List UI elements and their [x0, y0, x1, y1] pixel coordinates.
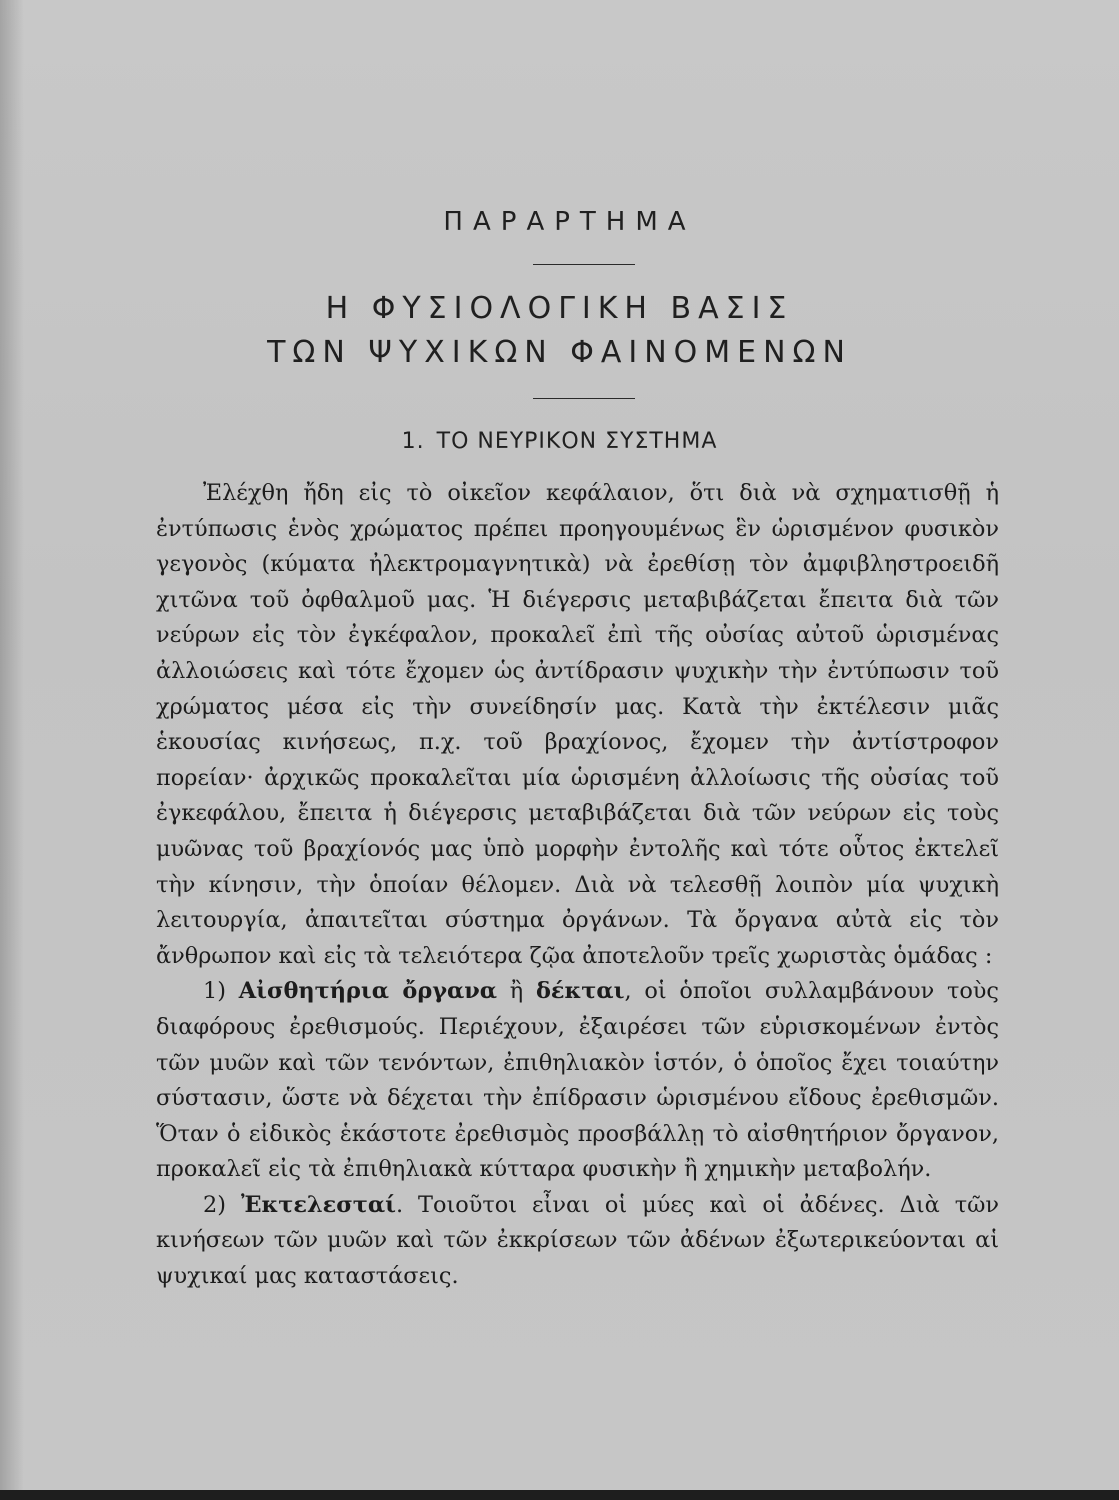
- list-marker-2: 2): [203, 1191, 241, 1218]
- list-marker-1: 1): [203, 978, 239, 1005]
- term-effectors: Ἐκτελεσταί: [240, 1191, 396, 1218]
- page-bottom-edge: [0, 1490, 1119, 1500]
- paragraph-effectors: [156, 1188, 999, 1295]
- chapter-title-line-2: ΤΩΝ ΨΥΧΙΚΩΝ ΦΑΙΝΟΜΕΝΩΝ: [267, 335, 852, 370]
- title-divider: [533, 398, 635, 399]
- effectors-text: . Τοιοῦτοι εἶναι οἱ μύες καὶ οἱ ἀδένες. Διὰ τῶν κινήσεων τῶν μυῶν καὶ τῶν ἐκκρίσεων τῶν ἀδένων ἐξωτερικεύονται αἱ ψυχικαί μας καταστάσεις.: [156, 1191, 999, 1290]
- section-number: 1.: [401, 429, 425, 454]
- term-receptors: δέκται: [535, 978, 625, 1005]
- paragraph-intro: Ἐλέχθη ἤδη εἰς τὸ οἰκεῖον κεφάλαιον, ὅτι διὰ νὰ σχηματισθῇ ἡ ἐντύπωσις ἑνὸς χρώματος πρέπει προηγουμένως ἓν ὡρισμένον φυσικὸν γεγονὸς (κύματα ἠλεκτρομαγνητικὰ) νὰ ἐρεθίσῃ τὸν ἀμφιβληστροειδῆ χιτῶνα τοῦ ὀφθαλμοῦ μας. Ἡ διέγερσις μεταβιβάζεται ἔπειτα διὰ τῶν νεύρων εἰς τὸν ἐγκέφαλον, προκαλεῖ ἐπὶ τῆς οὐσίας αὐτοῦ ὡρισμένας ἀλλοιώσεις καὶ τότε ἔχομεν ὡς ἀντίδρασιν ψυχικὴν τὴν ἐντύπωσιν τοῦ χρώματος μέσα εἰς τὴν συνείδησίν μας. Κατὰ τὴν ἐκτέλεσιν μιᾶς ἑκουσίας κινήσεως, π.χ. τοῦ βραχίονος, ἔχομεν τὴν ἀντίστροφον πορείαν· ἀρχικῶς προκαλεῖται μία ὡρισμένη ἀλλοίωσις τῆς οὐσίας τοῦ ἐγκεφάλου, ἔπειτα ἡ διέγερσις μεταβιβάζεται διὰ τῶν νεύρων εἰς τοὺς μυῶνας τοῦ βραχίονός μας ὑπὸ μορφὴν ἐντολῆς καὶ τότε οὗτος ἐκτελεῖ τὴν κίνησιν, τὴν ὁποίαν θέλομεν. Διὰ νὰ τελεσθῇ λοιπὸν μία ψυχικὴ λειτουργία, ἀπαιτεῖται σύστημα ὀργάνων. Τὰ ὄργανα αὐτὰ εἰς τὸν ἄνθρωπον καὶ εἰς τὰ τελειότερα ζῷα ἀποτελοῦν τρεῖς χωριστὰς ὁμάδας :: [156, 480, 999, 969]
- appendix-heading: ΠΑΡΑΡΤΗΜΑ: [443, 207, 696, 237]
- body-text: [156, 476, 999, 1295]
- heading-divider: [533, 264, 635, 265]
- sense-organs-text: , οἱ ὁποῖοι συλλαμβάνουν τοὺς διαφόρους ἐρεθισμούς. Περιέχουν, ἐξαιρέσει τῶν εὑρισκομένων ἐντὸς τῶν μυῶν καὶ τῶν τενόντων, ἐπιθηλιακὸν ἱστόν, ὁ ὁποῖος ἔχει τοιαύτην σύστασιν, ὥστε νὰ δέχεται τὴν ἐπίδρασιν ὡρισμένου εἴδους ἐρεθισμῶν. Ὅταν ὁ εἰδικὸς ἑκάστοτε ἐρεθισμὸς προσβάλλῃ τὸ αἰσθητήριον ὄργανον, προκαλεῖ εἰς τὰ ἐπιθηλιακὰ κύτταρα φυσικὴν ἢ χημικὴν μεταβολήν.: [156, 978, 999, 1183]
- paragraph-sense-organs: [156, 974, 999, 1188]
- chapter-title-line-1: Η ΦΥΣΙΟΛΟΓΙΚΗ ΒΑΣΙΣ: [325, 291, 794, 326]
- term-connector: ἢ: [497, 978, 536, 1005]
- term-sense-organs: Αἰσθητήρια ὄργανα: [238, 978, 498, 1005]
- section-title: ΤΟ ΝΕΥΡΙΚΟΝ ΣΥΣΤΗΜΑ: [436, 429, 718, 454]
- section-heading: [0, 429, 1119, 454]
